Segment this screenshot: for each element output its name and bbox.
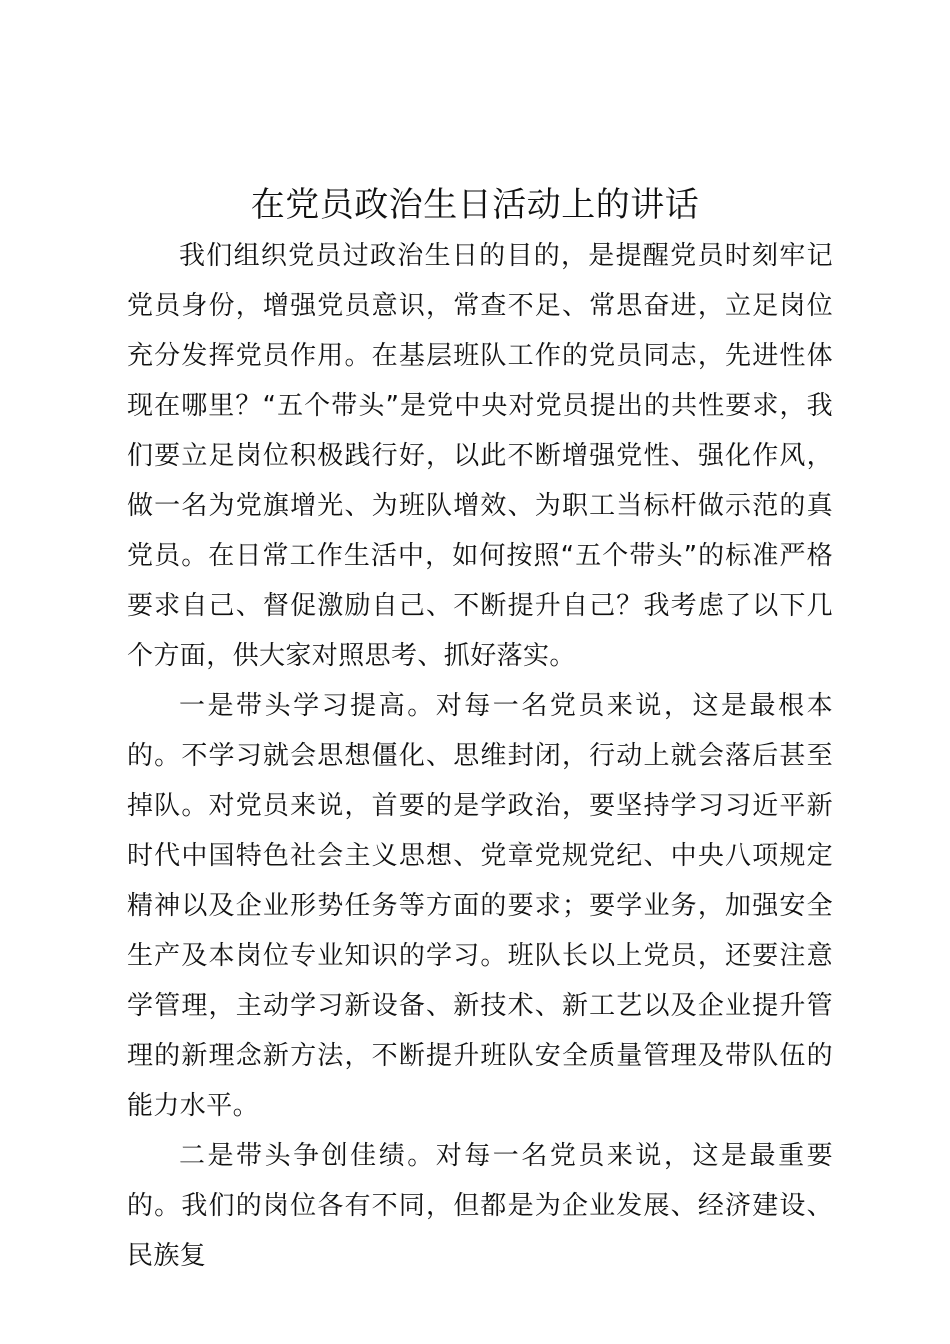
paragraph-achievement: 二是带头争创佳绩。对每一名党员来说，这是最重要的。我们的岗位各有不同，但都是为企业发展、经济建设、民族复 — [127, 1141, 833, 1271]
document-body — [127, 231, 833, 1281]
document-title: 在党员政治生日活动上的讲话 — [250, 185, 700, 225]
paragraph-intro: 我们组织党员过政治生日的目的，是提醒党员时刻牢记党员身份，增强党员意识，常查不足、常思奋进，立足岗位充分发挥党员作用。在基层班队工作的党员同志，先进性体现在哪里？“五个带头”是党中央对党员提出的共性要求，我们要立足岗位积极践行好，以此不断增强党性、强化作风，做一名为党旗增光、为班队增效、为职工当标杆做示范的真党员。在日常工作生活中，如何按照“五个带头”的标准严格要求自己、督促激励自己、不断提升自己？我考虑了以下几个方面，供大家对照思考、抓好落实。 — [127, 241, 833, 671]
paragraph-study: 一是带头学习提高。对每一名党员来说，这是最根本的。不学习就会思想僵化、思维封闭，行动上就会落后甚至掉队。对党员来说，首要的是学政治，要坚持学习习近平新时代中国特色社会主义思想、党章党规党纪、中央八项规定精神以及企业形势任务等方面的要求；要学业务，加强安全生产及本岗位专业知识的学习。班队长以上党员，还要注意学管理，主动学习新设备、新技术、新工艺以及企业提升管理的新理念新方法，不断提升班队安全质量管理及带队伍的能力水平。 — [127, 691, 833, 1121]
